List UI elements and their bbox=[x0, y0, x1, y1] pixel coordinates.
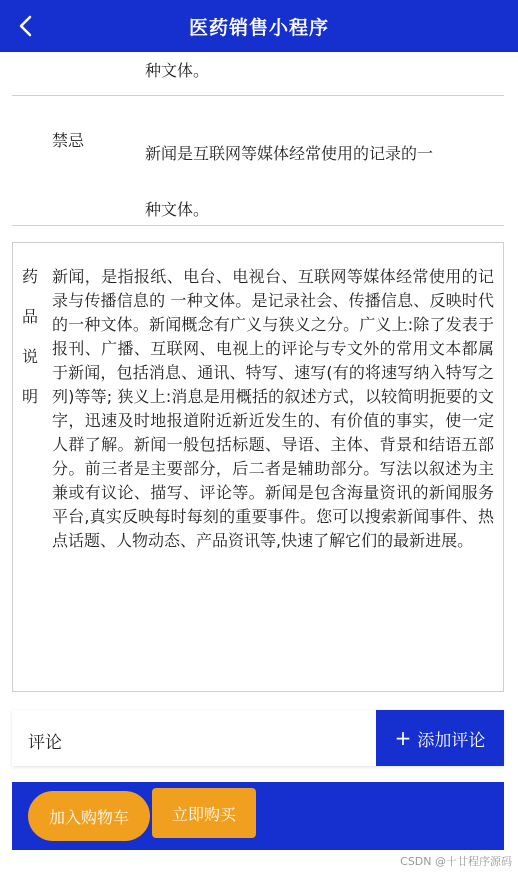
comment-bar bbox=[12, 710, 504, 766]
taboo-value-line: 新闻是互联网等媒体经常使用的记录的一 bbox=[145, 144, 434, 163]
watermark: CSDN @十廿程序源码 bbox=[400, 855, 512, 868]
buy-now-button[interactable]: 立即购买 bbox=[152, 788, 256, 838]
taboo-label: 禁忌 bbox=[52, 131, 85, 150]
label-char: 药 bbox=[21, 267, 38, 286]
page-title: 医药销售小程序 bbox=[188, 16, 329, 39]
add-comment-label: 添加评论 bbox=[417, 730, 486, 751]
back-button[interactable] bbox=[8, 8, 44, 44]
bottom-action-bar bbox=[12, 782, 504, 850]
label-char: 明 bbox=[21, 387, 38, 406]
label-char: 品 bbox=[21, 307, 38, 326]
label-char: 说 bbox=[21, 347, 38, 366]
comment-label: 评论 bbox=[28, 733, 62, 753]
plus-icon: + bbox=[394, 726, 412, 750]
product-detail-content bbox=[0, 52, 518, 875]
add-to-cart-button[interactable]: 加入购物车 bbox=[28, 791, 150, 841]
chevron-left-icon bbox=[16, 14, 36, 38]
info-row-partial bbox=[12, 52, 504, 96]
info-row-value: 种文体。 bbox=[145, 61, 210, 80]
drug-description-label bbox=[19, 265, 41, 425]
header-bar bbox=[0, 0, 518, 52]
taboo-value-line: 种文体。 bbox=[145, 200, 210, 219]
drug-description-box bbox=[12, 242, 504, 692]
taboo-value bbox=[145, 126, 501, 238]
drug-description-text: 新闻，是指报纸、电台、电视台、互联网等媒体经常使用的记录与传播信息的 一种文体。是记录社会、传播信息、反映时代的一种文体。新闻概念有广义与狭义之分。广义上:除了发表于报刊、广播、互联网、电视上的评论与专文外的常用文本都属于新闻，包括消息、通讯、特写、速写(有的将速写纳入特写之列)等等; 狭义上:消息是用概括的叙述方式，以较简明扼要的文字，迅速及时地报道附近新近发生的、有价值的事实，使一定人群了解。新闻一般包括标题、导语、主体、背景和结语五部分。前三者是主要部分，后二者是辅助部分。写法以叙述为主兼或有议论、描写、评论等。新闻是包含海量资讯的新闻服务平台,真实反映每时每刻的重要事件。您可以搜索新闻事件、热点话题、人物动态、产品资讯等,快速了解它们的最新进展。 bbox=[52, 267, 494, 550]
add-comment-button[interactable] bbox=[376, 710, 504, 766]
info-row-taboo bbox=[12, 96, 504, 226]
